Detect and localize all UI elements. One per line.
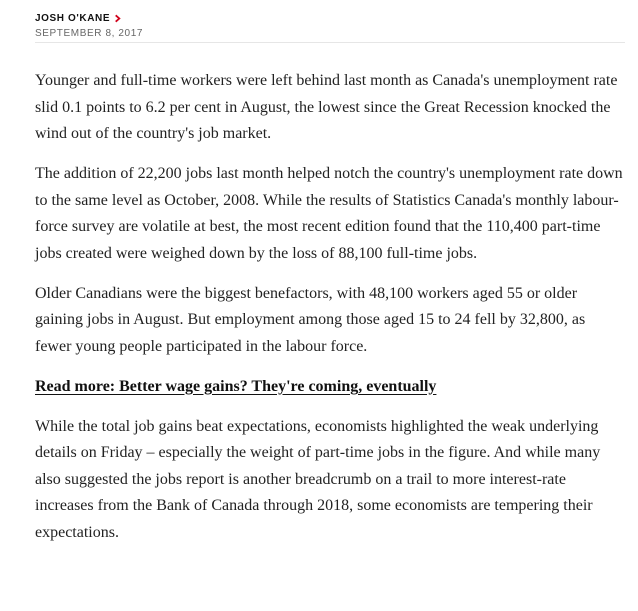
paragraph: Older Canadians were the biggest benefactors, with 48,100 workers aged 55 or older gaining jobs in August. But employment among those aged 15 to 24 fell by 32,800, as fewer young people participated in the labour force.: [35, 284, 586, 355]
paragraph: The addition of 22,200 jobs last month helped notch the country's unemployment rate down to the same level as October, 2008. While the results of Statistics Canada's monthly labour-force survey are volatile at best, the most recent edition found that the 110,400 part-time jobs created were weighed down by the loss of 88,100 full-time jobs.: [35, 165, 623, 262]
paragraph: While the total job gains beat expectations, economists highlighted the weak underlying details on Friday – especially the weight of part-time jobs in the figure. And while many also suggested the jobs report is another breadcrumb on a trail to more interest-rate increases from the Bank of Canada through 2018, some economists are tempering their expectations.: [35, 417, 601, 541]
article-body: [35, 68, 625, 546]
read-more-link[interactable]: Read more: Better wage gains? They're coming, eventually: [35, 377, 437, 395]
author-name[interactable]: JOSH O'KANE: [35, 12, 111, 24]
article: [35, 0, 625, 560]
publish-date: SEPTEMBER 8, 2017: [35, 28, 144, 39]
chevron-right-icon[interactable]: [113, 14, 122, 23]
paragraph: Younger and full-time workers were left behind last month as Canada's unemployment rate slid 0.1 points to 6.2 per cent in August, the lowest since the Great Recession knocked the wind out of the country's job market.: [35, 72, 618, 142]
author-row[interactable]: [35, 10, 625, 26]
byline: [35, 0, 625, 43]
